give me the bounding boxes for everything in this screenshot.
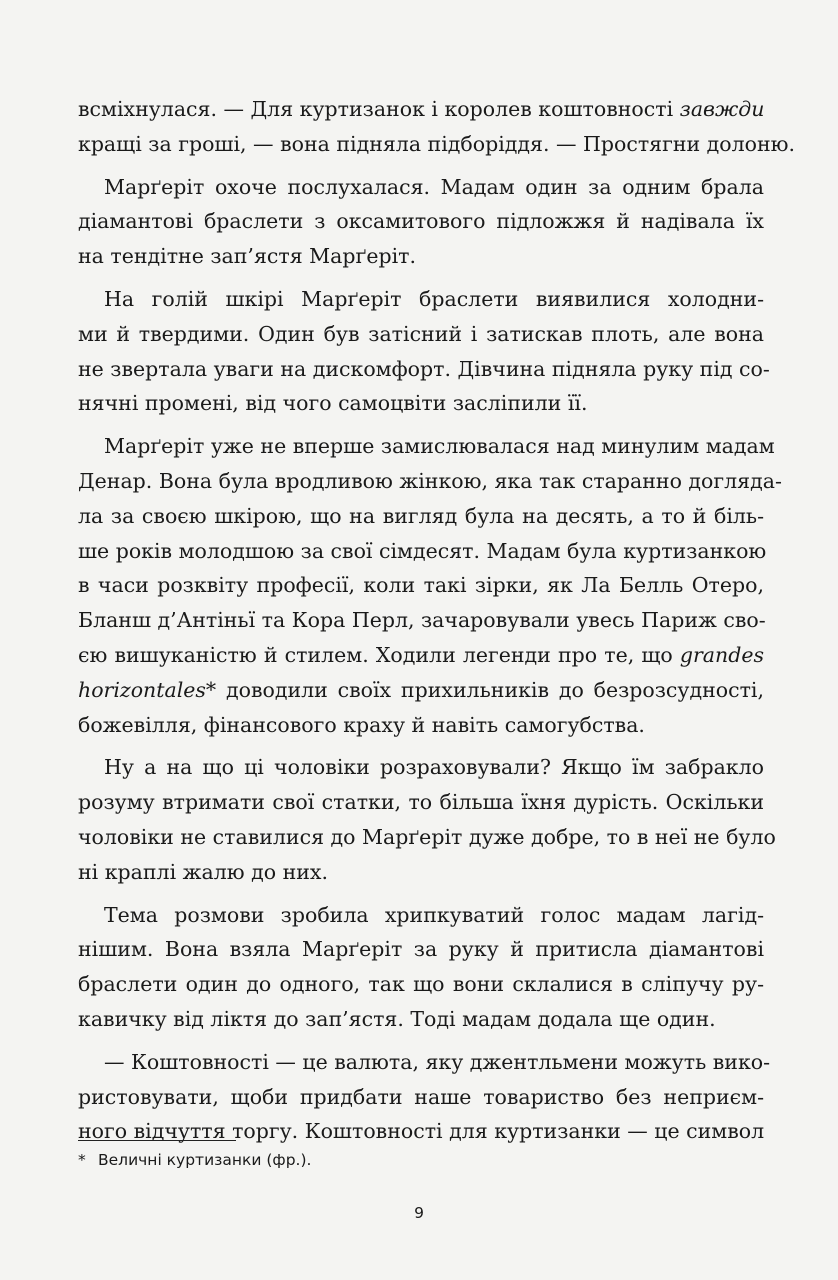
text-line [78, 708, 764, 743]
text-line [78, 127, 796, 162]
text-line [78, 534, 767, 569]
text-line [78, 386, 764, 421]
line-text: Денар. Вона була вродливою жінкою, яка так старанно догляда- [78, 468, 782, 493]
line-text: ше років молодшою за свої сімдесят. Мадам була куртизанкою [78, 538, 767, 563]
text-line [78, 638, 764, 673]
page-body [78, 92, 796, 1157]
line-text: ні краплі жалю до них. [78, 859, 329, 884]
text-line [78, 352, 770, 387]
text-line [78, 568, 764, 603]
italic-text: grandes [679, 642, 764, 667]
italic-text: завжди [679, 97, 765, 121]
text-line [78, 603, 764, 638]
line-text: — Коштовності — це валюта, яку джентльмени можуть вико- [104, 1049, 771, 1074]
line-text: на тендітне зап’ястя Марґеріт. [78, 244, 416, 269]
paragraph [78, 750, 776, 889]
line-text: ла за своєю шкірою, що на вигляд була на десять, а то й біль- [78, 503, 764, 528]
footnote-divider [78, 1140, 236, 1141]
text-line [78, 282, 764, 317]
text-line [78, 1045, 771, 1080]
line-text: На голій шкірі Марґеріт браслети виявилися холодни- [104, 286, 764, 311]
line-text: нішим. Вона взяла Марґеріт за руку й притисла діамантові [78, 937, 764, 962]
paragraph [78, 282, 770, 421]
line-text: кавичку від ліктя до зап’ястя. Тоді мадам додала ще один. [78, 1006, 716, 1031]
line-text: Ну а на що ці чоловіки розраховували? Якщо їм забракло [104, 755, 764, 780]
footnote [78, 1148, 311, 1172]
paragraph [78, 898, 764, 1037]
footnote-marker: * [78, 1151, 86, 1169]
line-text: єю вишуканістю й стилем. Ходили легенди про те, що [78, 642, 680, 667]
page-number: 9 [414, 1204, 424, 1222]
text-line [78, 898, 764, 933]
paragraph [78, 92, 796, 162]
text-line [78, 92, 764, 127]
line-text: Бланш д’Антіньї та Кора Перл, зачаровували увесь Париж сво- [78, 608, 766, 633]
line-text: в часи розквіту професії, коли такі зірки, як Ла Белль Отеро, [78, 573, 764, 598]
text-line [78, 1002, 764, 1037]
line-text: божевілля, фінансового краху й навіть самогубства. [78, 712, 645, 737]
text-line [78, 464, 782, 499]
text-line [78, 317, 764, 352]
line-text: діамантові браслети з оксамитового підложжя й надівала їх [78, 209, 764, 234]
line-text: розуму втримати свої статки, то більша їхня дурість. Оскільки [78, 790, 764, 815]
paragraph [78, 1045, 771, 1149]
footnote-text: Величні куртизанки (фр.). [98, 1151, 312, 1169]
text-line [78, 170, 764, 205]
line-text: нячні промені, від чого самоцвіти засліпили її. [78, 391, 588, 416]
line-text: ного відчуття торгу. Коштовності для куртизанки — це символ [78, 1119, 765, 1144]
line-text: Марґеріт уже не вперше замислювалася над минулим мадам [104, 434, 775, 459]
line-text: чоловіки не ставилися до Марґеріт дуже добре, то в неї не було [78, 824, 776, 849]
line-text: браслети один до одного, так що вони склалися в сліпучу ру- [78, 972, 764, 997]
text-line [78, 785, 764, 820]
text-line [78, 673, 764, 708]
line-text: Марґеріт охоче послухалася. Мадам один за одним брала [104, 174, 764, 199]
text-line [78, 855, 764, 890]
paragraph [78, 429, 782, 742]
text-line [78, 967, 764, 1002]
text-line [78, 429, 775, 464]
line-text: всміхнулася. — Для куртизанок і королев коштовності [78, 97, 680, 121]
italic-text: horizontales [78, 677, 206, 702]
text-line [78, 1080, 764, 1115]
line-text: Тема розмови зробила хрипкуватий голос мадам лагід- [104, 902, 764, 927]
text-line [78, 204, 764, 239]
line-text: ми й твердими. Один був затісний і затискав плоть, але вона [78, 321, 764, 346]
line-text: * доводили своїх прихильників до безрозсудності, [205, 677, 764, 702]
line-text: ристовувати, щоби придбати наше товариство без неприєм- [78, 1084, 764, 1109]
text-line [78, 820, 776, 855]
line-text: кращі за гроші, — вона підняла підборіддя. — Простягни долоню. [78, 131, 796, 156]
text-line [78, 239, 764, 274]
text-line [78, 1114, 764, 1149]
text-line [78, 499, 764, 534]
text-line [78, 932, 764, 967]
paragraph [78, 170, 764, 274]
line-text: не звертала уваги на дискомфорт. Дівчина підняла руку під со- [78, 356, 770, 381]
text-line [78, 750, 764, 785]
